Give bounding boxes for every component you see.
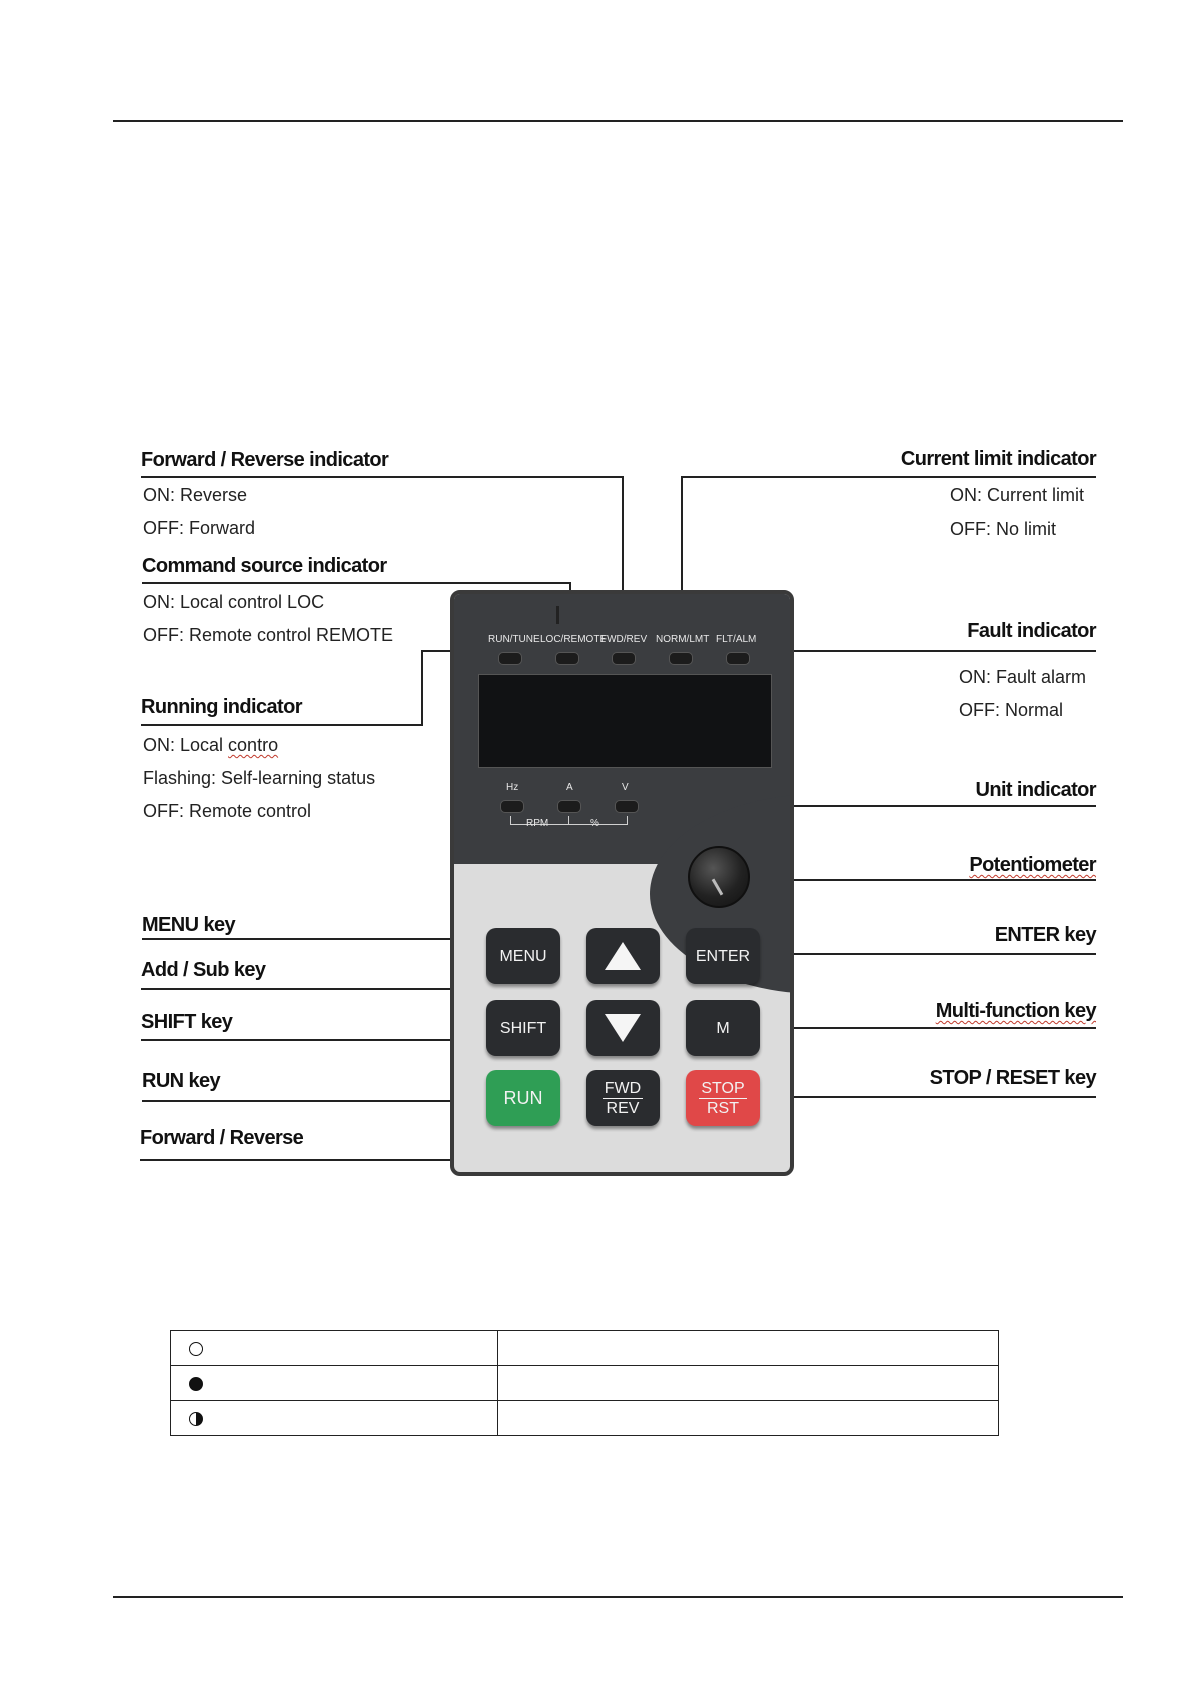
leader-line [762,953,1096,955]
led-label-run-tune: RUN/TUNE [488,634,540,645]
run-key-label: RUN key [142,1070,221,1092]
potentiometer-label: Potentiometer [969,854,1096,876]
shift-button[interactable]: SHIFT [486,1000,560,1056]
command-source-off-text: OFF: Remote control REMOTE [143,625,394,645]
led-label-norm-lmt: NORM/LMT [656,634,710,645]
running-off-text: OFF: Remote control [143,801,312,821]
table-row [171,1366,999,1401]
table-row [171,1331,999,1366]
leader-tick [556,606,559,624]
rpm-label: RPM [526,818,549,829]
rst-label: RST [707,1099,739,1117]
unit-led-a [557,800,581,813]
fault-indicator-title: Fault indicator [967,620,1096,642]
fault-off-text: OFF: Normal [959,700,1064,720]
table-cell [498,1366,999,1401]
fault-on-text: ON: Fault alarm [959,667,1087,687]
unit-led-v [615,800,639,813]
circle-filled-icon [189,1377,203,1391]
leader-line [141,724,423,726]
led-label-loc-remote: LOC/REMOTE [540,634,607,645]
circle-half-icon [189,1412,203,1426]
enter-button[interactable]: ENTER [686,928,760,984]
led-label-fwd-rev: FWD/REV [601,634,648,645]
down-arrow-icon [605,1014,641,1042]
shift-key-label: SHIFT key [141,1011,233,1033]
led-norm-lmt [669,652,693,665]
leader-line [421,650,423,726]
rev-label: REV [606,1099,640,1117]
led-run-tune [498,652,522,665]
led-label-flt-alm: FLT/ALM [716,634,757,645]
up-arrow-icon [605,942,641,970]
enter-key-label: ENTER key [994,924,1096,946]
leader-line [762,1096,1096,1098]
command-source-on-text: ON: Local control LOC [143,592,325,612]
circle-empty-icon [189,1342,203,1356]
unit-led-hz [500,800,524,813]
led-fwd-rev [612,652,636,665]
leader-line [142,582,570,584]
stop-label: STOP [701,1079,745,1097]
fwd-rev-button[interactable] [586,1070,660,1126]
leader-line [142,938,482,940]
leader-line [756,879,1096,881]
leader-line [763,650,1096,652]
fwd-rev-on-text: ON: Reverse [143,485,248,505]
unit-label-v: V [622,782,629,793]
table-cell [498,1401,999,1436]
unit-label-hz: Hz [506,782,519,793]
current-limit-title: Current limit indicator [900,448,1096,470]
current-limit-off-text: OFF: No limit [950,519,1056,539]
leader-line [762,1027,1096,1029]
running-on-text: ON: Local contro [143,735,279,755]
menu-key-label: MENU key [142,914,236,936]
table-cell [171,1401,498,1436]
percent-label: % [590,818,599,829]
bottom-rule [113,1596,1123,1598]
fwd-label: FWD [604,1079,642,1097]
menu-button[interactable]: MENU [486,928,560,984]
add-sub-key-label: Add / Sub key [141,959,266,981]
running-flashing-text: Flashing: Self-learning status [143,768,376,788]
table-row [171,1401,999,1436]
current-limit-on-text: ON: Current limit [950,485,1085,505]
stop-reset-key-label: STOP / RESET key [929,1067,1096,1089]
indicator-legend-table [170,1330,999,1436]
top-rule [113,120,1123,122]
leader-line [682,476,1096,478]
running-indicator-title: Running indicator [141,696,302,718]
down-button[interactable] [586,1000,660,1056]
leader-line [142,1100,482,1102]
table-cell [498,1331,999,1366]
unit-label-a: A [566,782,573,793]
unit-indicator-label: Unit indicator [975,779,1096,801]
led-loc-remote [555,652,579,665]
forward-reverse-label: Forward / Reverse [140,1127,304,1149]
leader-line [141,476,623,478]
keypad-panel [450,590,794,1176]
multi-function-key-label: Multi-function key [935,1000,1096,1022]
leader-line [141,1039,482,1041]
led-display [478,674,772,768]
fwd-rev-indicator-title: Forward / Reverse indicator [141,449,389,471]
m-button[interactable]: M [686,1000,760,1056]
led-flt-alm [726,652,750,665]
stop-reset-button[interactable] [686,1070,760,1126]
up-button[interactable] [586,928,660,984]
table-cell [171,1366,498,1401]
potentiometer-knob[interactable] [688,846,750,908]
table-cell [171,1331,498,1366]
fwd-rev-off-text: OFF: Forward [143,518,256,538]
run-button[interactable]: RUN [486,1070,560,1126]
command-source-title: Command source indicator [142,555,387,577]
